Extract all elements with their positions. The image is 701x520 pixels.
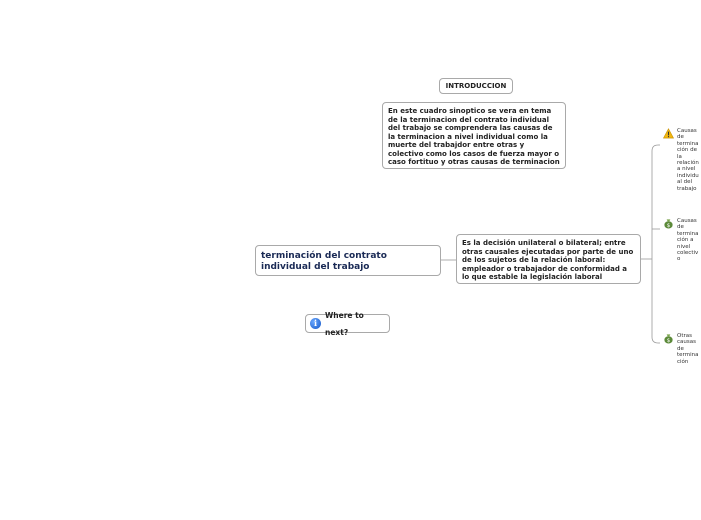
warning-icon: [663, 128, 674, 139]
branch-label-individual: Causas de terminación de la relación a nivel individual del trabajo: [677, 128, 699, 192]
branches-trunk: [652, 145, 658, 343]
introduction-title: INTRODUCCION: [445, 82, 507, 90]
definition-text: Es la decisión unilateral o bilateral; entre otras causales ejecutadas por parte de uno de los sujetos de la relación laboral: empleador o trabajador de conformidad a lo que estable la legislación laboral: [462, 239, 634, 281]
branch-label-otras: Otras causas de terminación: [677, 333, 699, 365]
definition-node[interactable]: [456, 234, 641, 284]
introduction-body: En este cuadro sinoptico se vera en tema de la terminacion del contrato individual del trabajo se comprendera las causas de la terminacion a nivel individual como la muerte del trabajdor entre otras y colectivo como los casos de fuerza mayor o caso fortituo y otras causas de terminacion: [388, 107, 560, 166]
where-next-label: Where to next?: [325, 310, 364, 337]
branch-node-otras[interactable]: [663, 333, 701, 365]
branch-label-colectivo: Causas de terminación a nivel colectivo: [677, 218, 699, 263]
central-topic: terminación del contrato individual del trabajo: [261, 251, 387, 272]
where-next-button[interactable]: [305, 310, 390, 337]
info-icon: i: [310, 318, 321, 329]
introduction-title-node[interactable]: [439, 78, 513, 94]
introduction-body-node[interactable]: [382, 102, 566, 169]
money-bag-icon: [663, 333, 674, 344]
money-bag-icon: [663, 218, 674, 229]
svg-text:$: $: [666, 337, 671, 344]
branch-node-individual[interactable]: [663, 128, 701, 192]
svg-text:$: $: [666, 222, 671, 229]
central-topic-node[interactable]: [255, 245, 441, 276]
branch-node-colectivo[interactable]: [663, 218, 701, 263]
